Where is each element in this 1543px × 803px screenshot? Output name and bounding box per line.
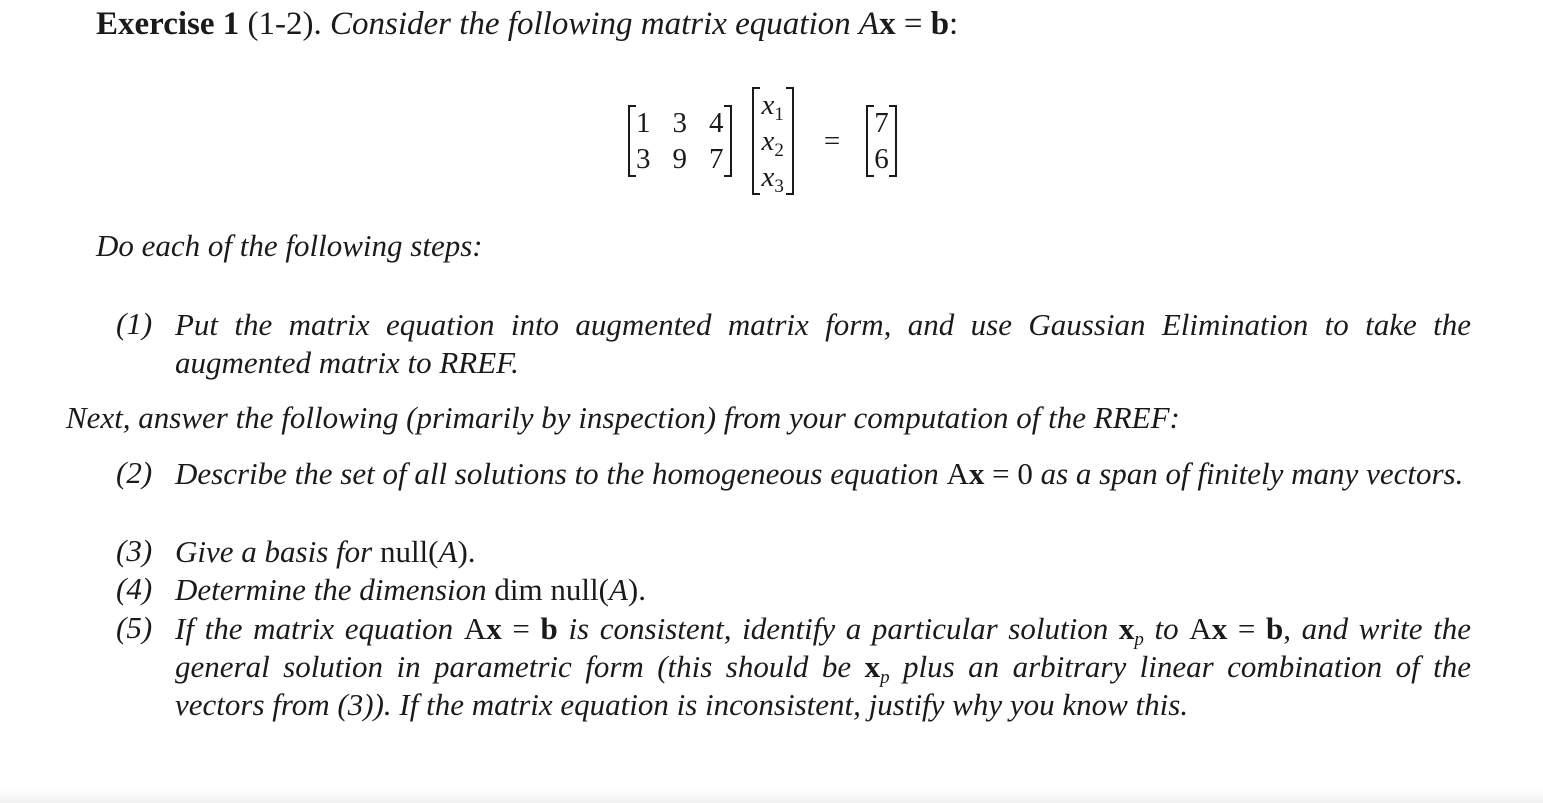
equation-equals: = — [823, 124, 841, 157]
step-1-number: (1) — [116, 306, 153, 341]
next-instructions: Next, answer the following (primarily by inspection) from your computation of the RREF: — [66, 400, 1180, 435]
exercise-title — [96, 6, 958, 43]
matrix-A-cell: 1 — [636, 107, 651, 139]
step-3-text: Give a basis for null(A). — [175, 534, 476, 569]
matrix-A — [628, 105, 732, 177]
exercise-ref: (1-2). — [247, 6, 322, 42]
title-symbol-A: A — [858, 6, 880, 42]
matrix-A-cell: 3 — [636, 143, 651, 175]
step-5-text: If the matrix equation Ax = b is consistent, identify a particular solution $x_p$ to Ax = b, and write the general solution in parametric form (this should be $x_p$ plus an arbitrary linear combination of the vectors from (3)). If the matrix equation is inconsistent, justify why you know this. — [175, 611, 1472, 722]
step-2-text: Describe the set of all solutions to the homogeneous equation Ax = 0 as a span of finitely many vectors. — [175, 456, 1464, 491]
step-5-number: (5) — [116, 610, 153, 645]
title-symbol-b: b — [930, 6, 950, 42]
vector-b-entry: 7 — [874, 107, 889, 139]
step-2-number: (2) — [116, 455, 153, 490]
step-3-number: (3) — [116, 533, 153, 568]
matrix-A-cell: 4 — [709, 107, 724, 139]
exercise-lead: Consider the following matrix equation — [329, 6, 851, 42]
vector-x-entry: $x_3$ — [761, 161, 784, 197]
step-4-number: (4) — [116, 571, 153, 606]
matrix-equation — [628, 80, 897, 202]
vector-b-entry: 6 — [874, 143, 889, 175]
step-4-text: Determine the dimension dim null(A). — [175, 572, 646, 607]
matrix-A-cell: 3 — [672, 107, 687, 139]
steps-intro: Do each of the following steps: — [96, 228, 483, 263]
vector-b — [866, 105, 897, 177]
exercise-label: Exercise 1 — [96, 6, 240, 42]
matrix-A-cell: 9 — [672, 143, 687, 175]
step-1-text: Put the matrix equation into augmented matrix form, and use Gaussian Elimination to take the augmented matrix to RREF. — [175, 307, 1471, 380]
title-equals: = — [903, 6, 923, 42]
page-bottom-shade — [0, 789, 1543, 803]
vector-x-entry: $x_1$ — [761, 89, 784, 125]
matrix-A-row — [634, 105, 726, 141]
title-colon: : — [949, 6, 959, 42]
vector-x-entry: $x_2$ — [761, 125, 784, 161]
matrix-A-row — [634, 141, 726, 177]
title-symbol-x: x — [879, 6, 896, 42]
matrix-A-cell: 7 — [709, 143, 724, 175]
vector-x — [752, 87, 794, 195]
